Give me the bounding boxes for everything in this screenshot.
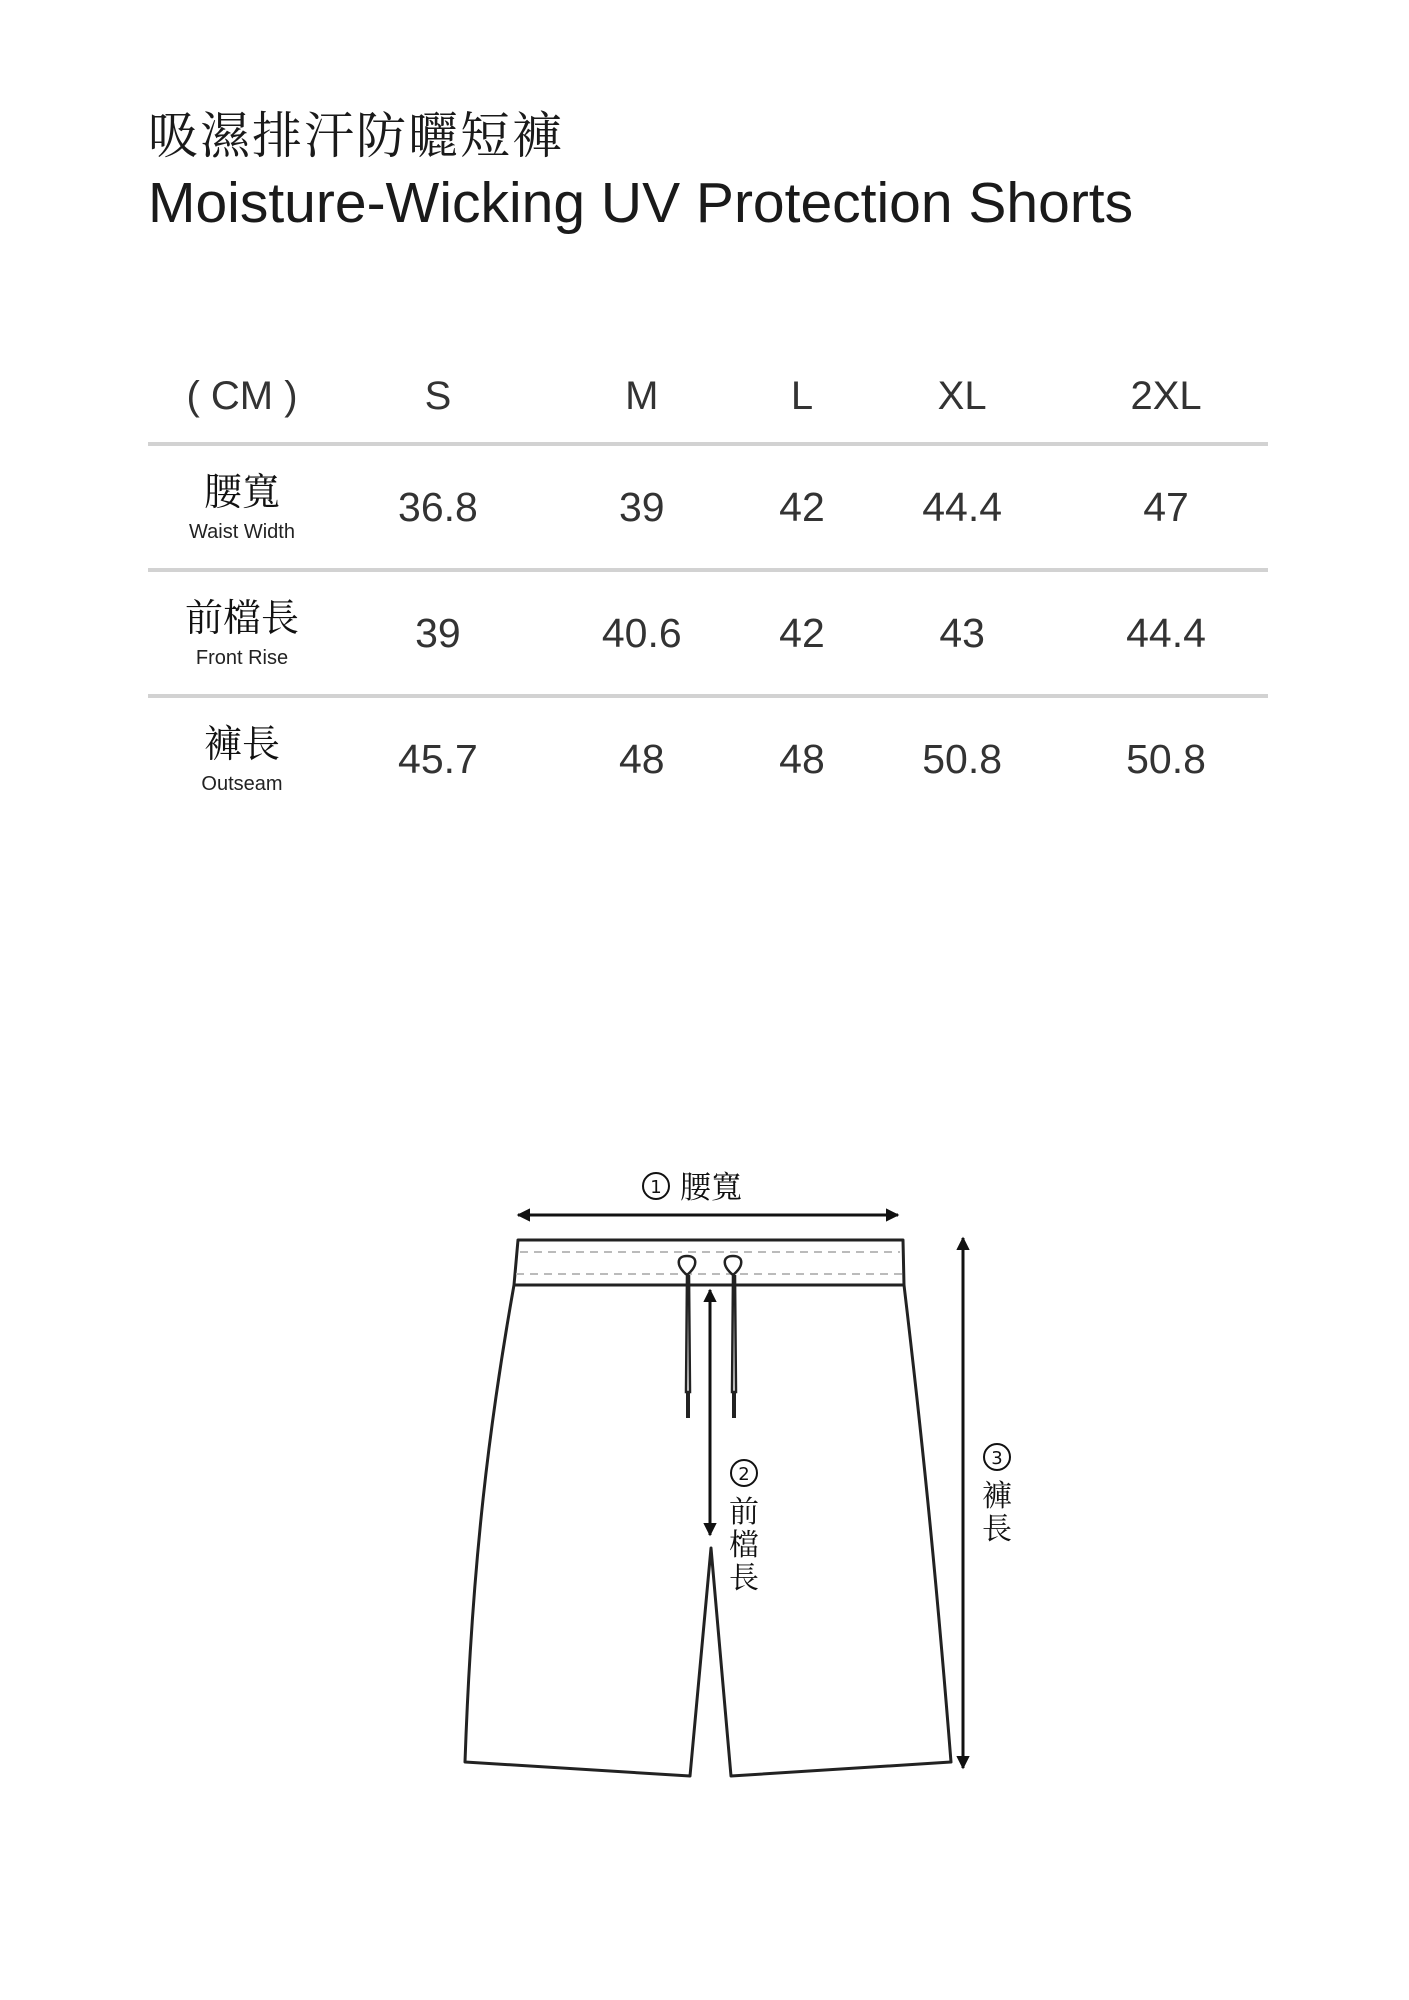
- cell-value: 45.7: [398, 735, 478, 782]
- cell-value: 42: [779, 483, 825, 530]
- cell-value: 43: [939, 609, 985, 656]
- outseam-label: [982, 1444, 1012, 1547]
- cell-value: 50.8: [922, 735, 1003, 782]
- cell-value: 44.4: [1126, 609, 1206, 656]
- row-label-zh: 褲長: [203, 722, 280, 766]
- size-xl: XL: [937, 373, 987, 418]
- shorts-outline: [465, 1240, 951, 1776]
- cell-value: 47: [1143, 483, 1189, 530]
- row-label-zh: 前檔長: [184, 596, 299, 640]
- waist-number: 1: [650, 1177, 662, 1198]
- size-m: M: [625, 373, 659, 418]
- waist-label-text: 腰寬: [680, 1170, 742, 1206]
- front-rise-label: [729, 1460, 759, 1596]
- outseam-char: 褲: [982, 1479, 1012, 1514]
- rise-char: 前: [729, 1495, 759, 1530]
- cell-value: 42: [779, 609, 825, 656]
- row-label-en: Waist Width: [189, 521, 295, 543]
- cell-value: 48: [779, 735, 825, 782]
- title-chinese: 吸濕排汗防曬短褲: [148, 107, 564, 165]
- row-label-zh: 腰寬: [203, 470, 280, 514]
- row-label-en: Front Rise: [195, 647, 289, 669]
- outseam-char: 長: [982, 1512, 1012, 1547]
- size-l: L: [790, 373, 814, 418]
- cell-value: 48: [618, 735, 665, 782]
- waist-width-label: [643, 1170, 742, 1206]
- size-s: S: [424, 373, 452, 418]
- outseam-number: 3: [991, 1448, 1003, 1469]
- cell-value: 39: [618, 483, 665, 530]
- cell-value: 39: [415, 609, 461, 656]
- cell-value: 36.8: [398, 483, 478, 530]
- waistband-stitching: [516, 1252, 902, 1274]
- row-label-en: Outseam: [201, 773, 283, 795]
- cell-value: 50.8: [1126, 735, 1206, 782]
- unit-label: ( CM ): [186, 373, 298, 418]
- rise-char: 長: [729, 1561, 759, 1596]
- title-english: Moisture-Wicking UV Protection Shorts: [148, 171, 1134, 235]
- rise-number: 2: [738, 1464, 750, 1485]
- cell-value: 44.4: [922, 483, 1003, 530]
- rise-char: 檔: [729, 1528, 759, 1563]
- size-2xl: 2XL: [1130, 373, 1202, 418]
- cell-value: 40.6: [601, 609, 682, 656]
